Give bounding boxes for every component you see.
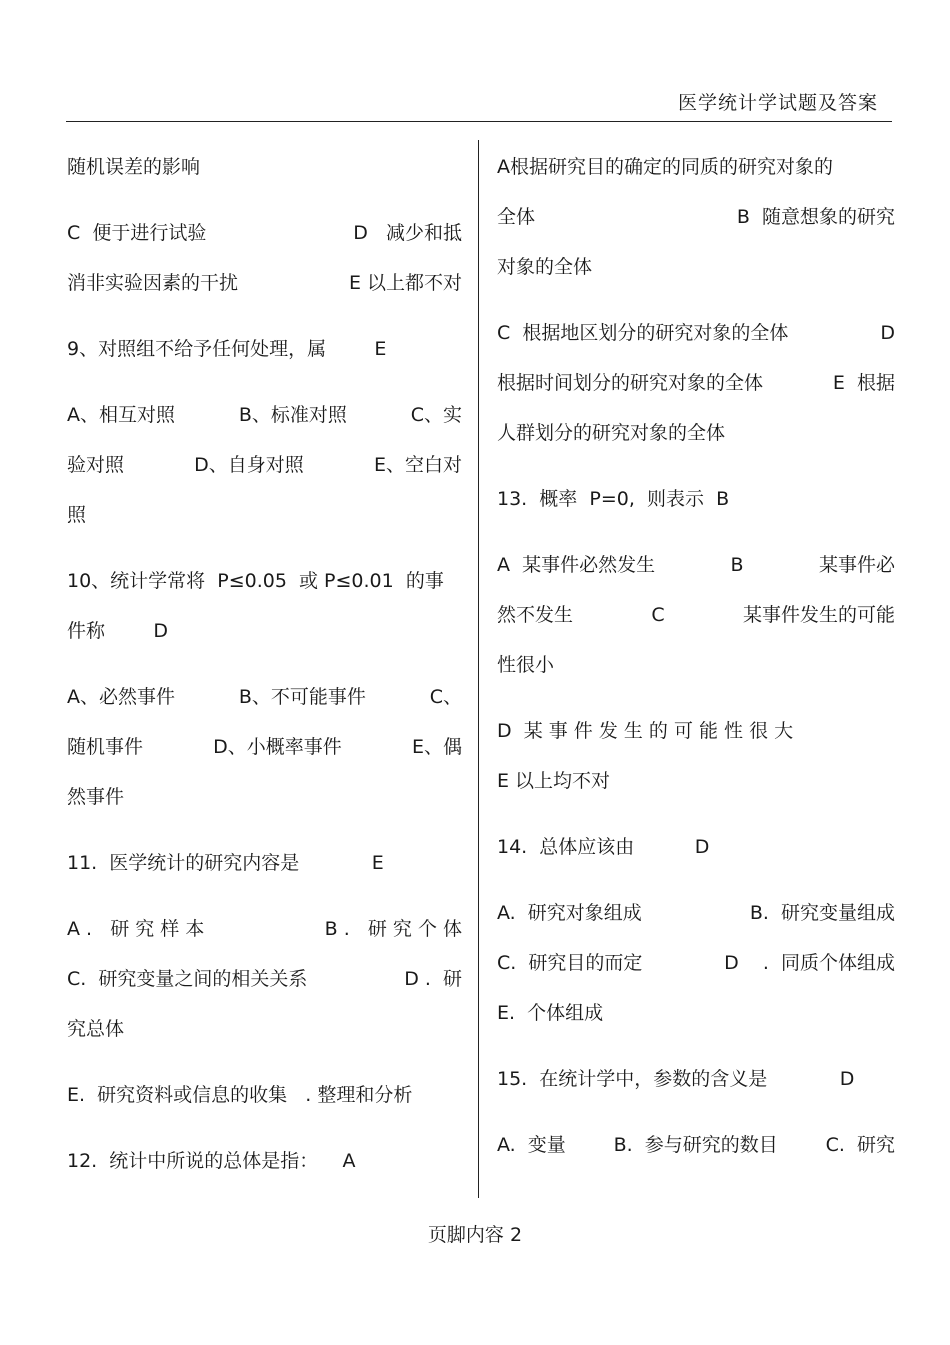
left-column — [67, 142, 462, 1202]
options-q13: A 某事件必然发生 B 某事件必 然不发生 C 某事件发生的可能 性很小 — [497, 554, 895, 676]
options-q9: A、相互对照 B、标准对照 C、实 验对照 D、自身对照 E、空白对 照 — [67, 404, 462, 526]
options-q8-tail: C 便于进行试验 D 减少和抵 消非实验因素的干扰 E 以上都不对 — [67, 222, 462, 294]
page-footer: 页脚内容 2 — [427, 1224, 523, 1246]
question-11: 11. 医学统计的研究内容是 E — [67, 852, 384, 874]
option-q11-e: E. 研究资料或信息的收集 . 整理和分析 — [67, 1084, 413, 1106]
options-q14: A. 研究对象组成 B. 研究变量组成 C. 研究目的而定 D . 同质个体组成 E. 个体组成 — [497, 902, 895, 1024]
header-title: 医学统计学试题及答案 — [677, 92, 878, 114]
paragraph-random-error: 随机误差的影响 — [67, 156, 201, 178]
answer: D — [153, 620, 168, 642]
question-10: 10、统计学常将 P≤0.05 或 P≤0.01 的事 件称 D — [67, 570, 444, 642]
options-q13-cont: D 某 事 件 发 生 的 可 能 性 很 大 E 以上均不对 — [497, 720, 794, 792]
right-column — [497, 142, 895, 1186]
answer: E — [374, 338, 387, 360]
column-divider — [478, 140, 479, 1198]
header-rule — [66, 121, 892, 122]
answer: B — [716, 488, 730, 510]
answer: E — [371, 852, 384, 874]
question-13: 13. 概率 P=0, 则表示 B — [497, 488, 730, 510]
answer: D — [839, 1068, 855, 1090]
options-q11: A . 研 究 样 本 B . 研 究 个 体 C. 研究变量之间的相关关系 D . 研 究总体 — [67, 918, 462, 1040]
question-12: 12. 统计中所说的总体是指： A — [67, 1150, 356, 1172]
question-15: 15. 在统计学中，参数的含义是 D — [497, 1068, 855, 1090]
options-q12: A根据研究目的确定的同质的研究对象的 全体 B 随意想象的研究 对象的全体 — [497, 156, 895, 278]
answer: D — [694, 836, 710, 858]
options-q15: A. 变量 B. 参与研究的数目 C. 研究 — [497, 1134, 895, 1156]
question-9: 9、对照组不给予任何处理，属 E — [67, 338, 387, 360]
answer: A — [342, 1150, 356, 1172]
options-q12-cont: C 根据地区划分的研究对象的全体 D 根据时间划分的研究对象的全体 E 根据 人群划分的研究对象的全体 — [497, 322, 895, 444]
options-q10: A、必然事件 B、不可能事件 C、 随机事件 D、小概率事件 E、偶 然事件 — [67, 686, 462, 808]
question-14: 14. 总体应该由 D — [497, 836, 710, 858]
